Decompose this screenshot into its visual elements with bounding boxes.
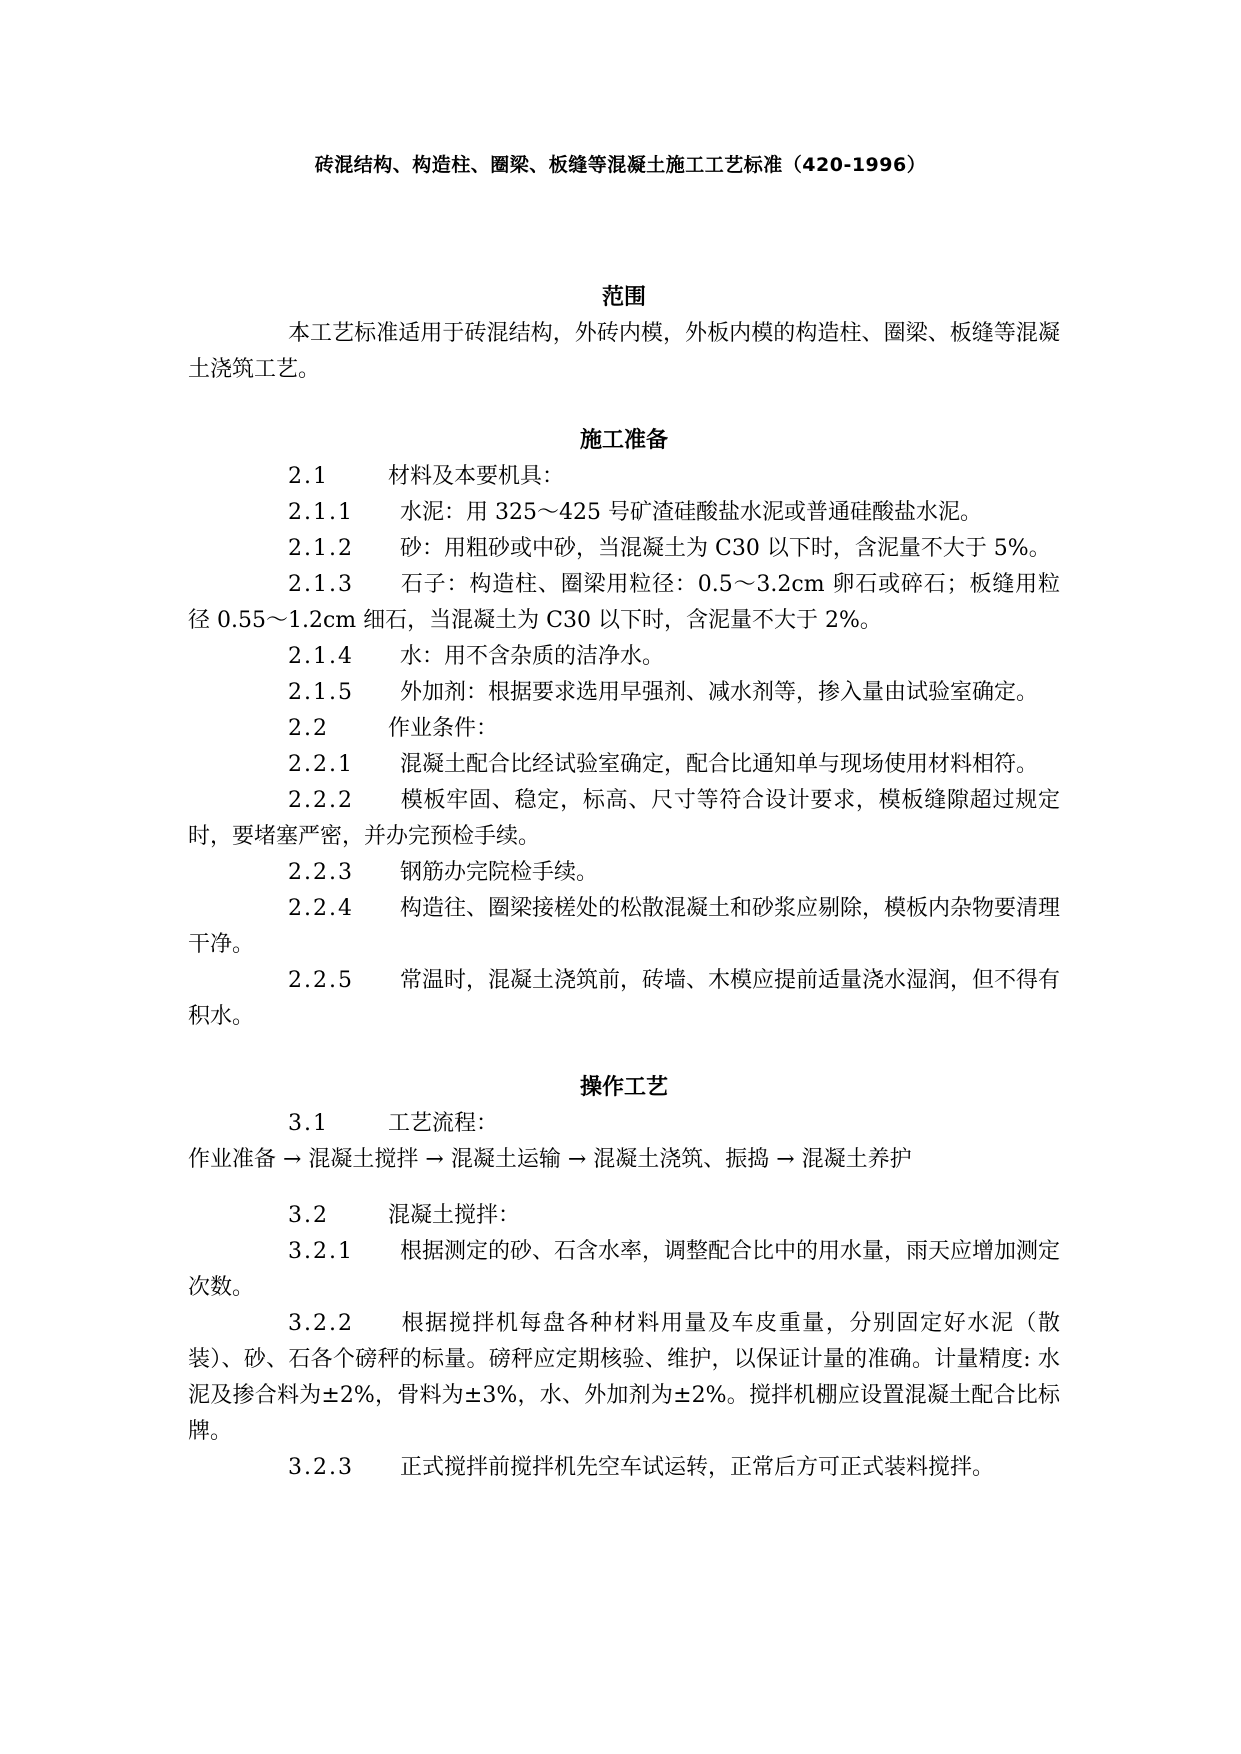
clause-item bbox=[188, 783, 1060, 855]
clause-number: 2.1.4 bbox=[288, 644, 354, 669]
scope-paragraph: 本工艺标准适用于砖混结构，外砖内模，外板内模的构造柱、圈梁、板缝等混凝土浇筑工艺。 bbox=[188, 321, 1060, 382]
clause-text: 钢筋办完院检手续。 bbox=[400, 860, 599, 885]
clause-number: 2.1.5 bbox=[288, 680, 354, 705]
process-flow: 作业准备 → 混凝土搅拌 → 混凝土运输 → 混凝土浇筑、振捣 → 混凝土养护 bbox=[188, 1147, 912, 1172]
clause-item bbox=[188, 639, 1060, 675]
clause-item bbox=[188, 495, 1060, 531]
clause-item bbox=[188, 963, 1060, 1035]
clause-item bbox=[188, 531, 1060, 567]
clause-item bbox=[188, 855, 1060, 891]
clause-number: 2.1.2 bbox=[288, 536, 354, 561]
clause-text: 砂：用粗砂或中砂，当混凝土为 C30 以下时，含泥量不大于 5%。 bbox=[400, 536, 1051, 561]
clause-number: 2.2.1 bbox=[288, 752, 354, 777]
clause-text: 构造往、圈梁接槎处的松散混凝土和砂浆应剔除，模板内杂物要清理干净。 bbox=[188, 896, 1061, 957]
clause-number: 2.1.1 bbox=[288, 500, 354, 525]
clause-item bbox=[188, 675, 1060, 711]
clause-number: 2.1.3 bbox=[288, 572, 354, 597]
clause-number: 2.2.2 bbox=[288, 788, 354, 813]
clause-number: 2.2.3 bbox=[288, 860, 354, 885]
clause-text: 正式搅拌前搅拌机先空车试运转，正常后方可正式装料搅拌。 bbox=[400, 1455, 995, 1480]
section-heading-prep: 施工准备 bbox=[579, 428, 668, 453]
clause-text: 水泥：用 325～425 号矿渣硅酸盐水泥或普通硅酸盐水泥。 bbox=[400, 500, 982, 525]
clause-text: 石子：构造柱、圈梁用粒径：0.5～3.2cm 卵石或碎石；板缝用粒径 0.55～1.2cm 细石，当混凝土为 C30 以下时，含泥量不大于 2%。 bbox=[188, 572, 1060, 633]
clause-text: 工艺流程： bbox=[388, 1111, 499, 1136]
clause-item bbox=[188, 1450, 1060, 1486]
clause-number: 2.2 bbox=[288, 716, 329, 741]
clause-item bbox=[188, 1234, 1060, 1306]
clause-text: 模板牢固、稳定，标高、尺寸等符合设计要求，模板缝隙超过规定时，要堵塞严密，并办完预检手续。 bbox=[188, 788, 1060, 849]
clause-text: 混凝土配合比经试验室确定，配合比通知单与现场使用材料相符。 bbox=[400, 752, 1039, 777]
clause-number: 3.1 bbox=[288, 1111, 329, 1136]
clause-item bbox=[188, 1306, 1060, 1450]
clause-text: 常温时，混凝土浇筑前，砖墙、木模应提前适量浇水湿润，但不得有积水。 bbox=[188, 968, 1061, 1029]
clause-text: 根据搅拌机每盘各种材料用量及车皮重量，分别固定好水泥（散装）、砂、石各个磅秤的标量。磅秤应定期核验、维护，以保证计量的准确。计量精度: 水泥及掺合料为±2%，骨料为±3%，水、外加剂为±2%。搅拌机棚应设置混凝土配合比标牌。 bbox=[188, 1311, 1060, 1444]
section-heading-process: 操作工艺 bbox=[579, 1075, 668, 1100]
prep-item-list bbox=[188, 459, 1060, 1035]
clause-text: 外加剂：根据要求选用早强剂、减水剂等，掺入量由试验室确定。 bbox=[400, 680, 1039, 705]
clause-number: 3.2 bbox=[288, 1203, 329, 1228]
clause-number: 2.2.5 bbox=[288, 968, 354, 993]
clause-item bbox=[188, 747, 1060, 783]
process-item-list-b bbox=[188, 1198, 1060, 1486]
clause-item bbox=[188, 459, 1060, 495]
clause-text: 根据测定的砂、石含水率，调整配合比中的用水量，雨天应增加测定次数。 bbox=[188, 1239, 1061, 1300]
clause-item bbox=[188, 567, 1060, 639]
clause-number: 3.2.1 bbox=[288, 1239, 354, 1264]
clause-item bbox=[188, 891, 1060, 963]
clause-number: 2.2.4 bbox=[288, 896, 354, 921]
process-item-list-a bbox=[188, 1106, 1060, 1142]
clause-number: 3.2.2 bbox=[288, 1311, 354, 1336]
clause-text: 材料及本要机具： bbox=[388, 464, 565, 489]
clause-number: 3.2.3 bbox=[288, 1455, 354, 1480]
clause-number: 2.1 bbox=[288, 464, 329, 489]
clause-text: 作业条件： bbox=[388, 716, 499, 741]
document-body bbox=[188, 280, 1060, 1486]
section-heading-scope: 范围 bbox=[601, 285, 646, 310]
clause-item bbox=[188, 1106, 1060, 1142]
clause-text: 水：用不含杂质的洁净水。 bbox=[400, 644, 665, 669]
clause-item bbox=[188, 1198, 1060, 1234]
clause-item bbox=[188, 711, 1060, 747]
clause-text: 混凝土搅拌： bbox=[388, 1203, 521, 1228]
document-title: 砖混结构、构造柱、圈梁、板缝等混凝土施工工艺标准（420-1996） bbox=[314, 154, 927, 176]
